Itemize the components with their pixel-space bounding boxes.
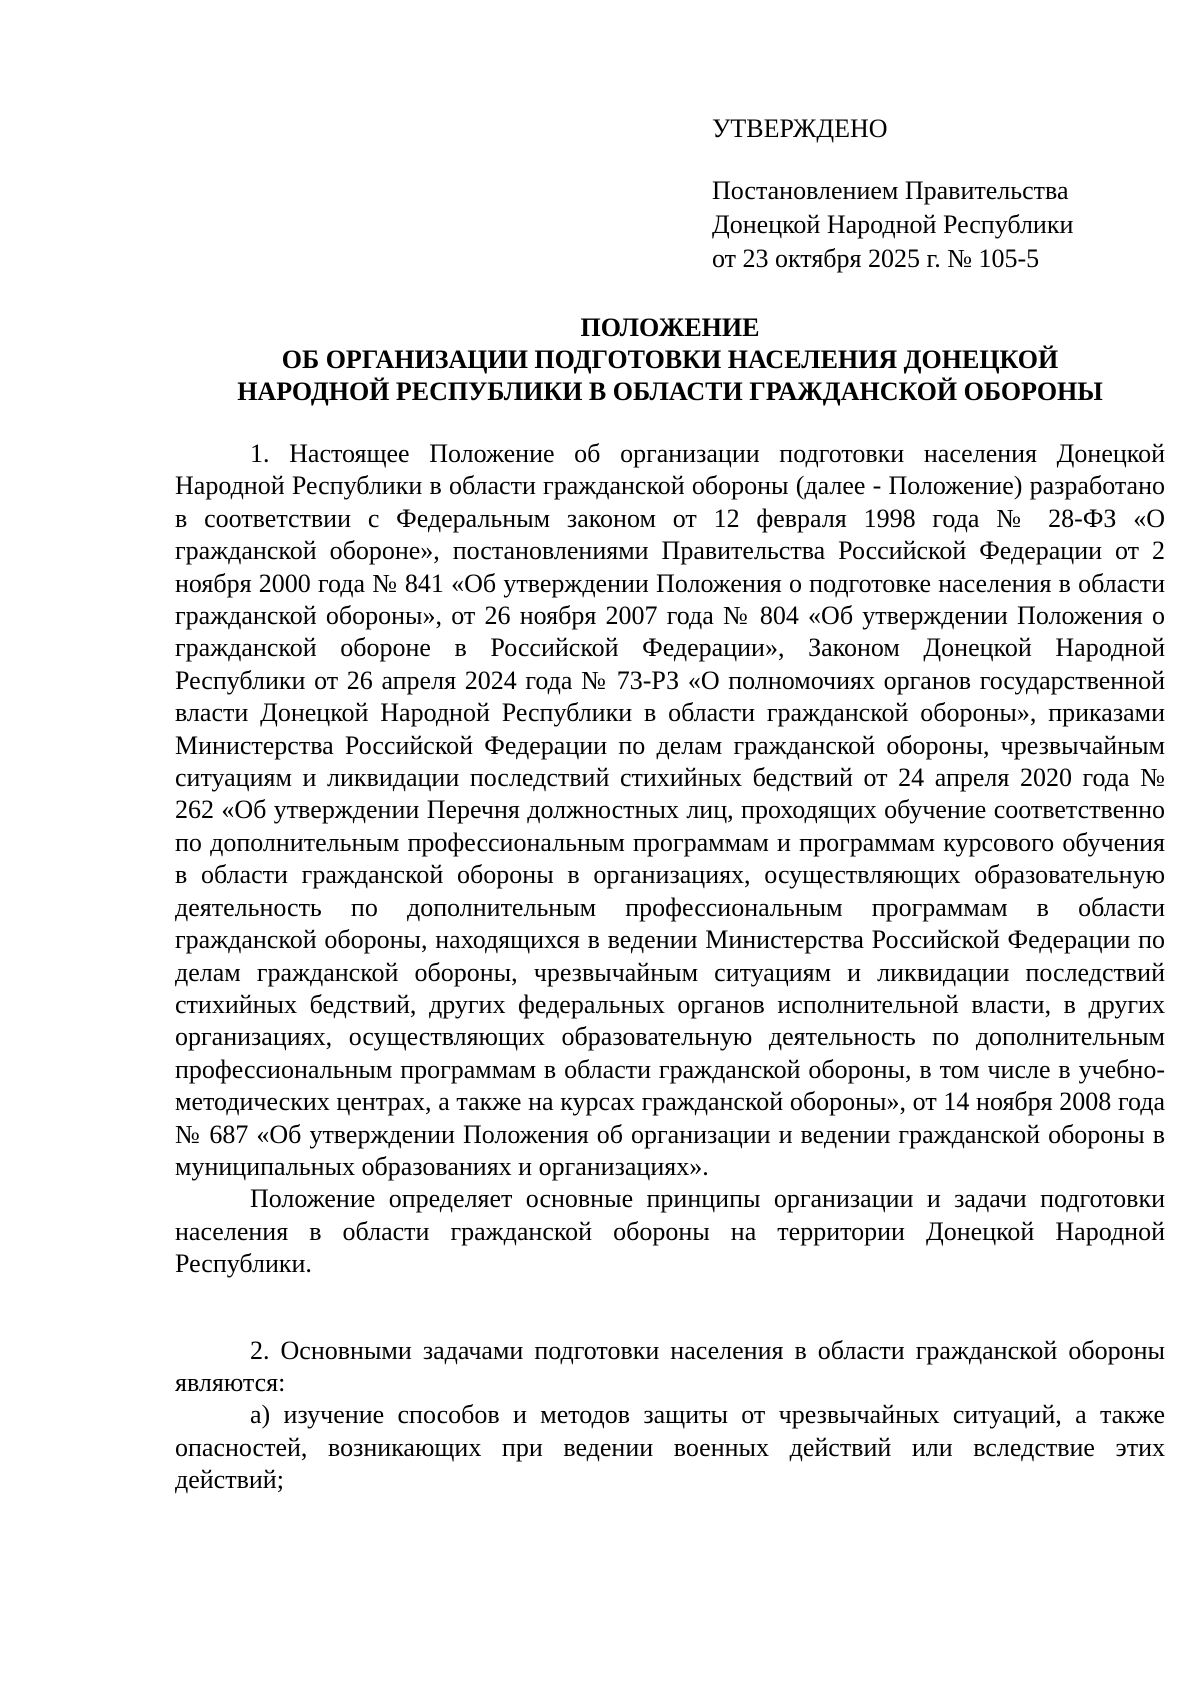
approval-block	[712, 112, 1152, 276]
title-line: ПОЛОЖЕНИЕ	[580, 313, 760, 342]
document-body	[175, 438, 1165, 1497]
paragraph-2: 2. Основными задачами подготовки населения в области гражданской обороны являются:	[175, 1335, 1165, 1397]
document-title	[175, 312, 1165, 408]
approval-line: от 23 октября 2025 г. № 105-5	[712, 244, 1040, 273]
paragraph-2a: а) изучение способов и методов защиты от чрезвычайных ситуаций, а также опасностей, возникающих при ведении военных действий или вследствие этих действий;	[175, 1400, 1165, 1495]
paragraph-1-continued: Положение определяет основные принципы организации и задачи подготовки населения в области гражданской обороны на территории Донецкой Народной Республики.	[175, 1184, 1165, 1279]
approval-line: Постановлением Правительства	[712, 176, 1069, 205]
title-line: ОБ ОРГАНИЗАЦИИ ПОДГОТОВКИ НАСЕЛЕНИЯ ДОНЕЦКОЙ	[281, 345, 1059, 374]
approval-line: Донецкой Народной Республики	[712, 210, 1074, 239]
title-line: НАРОДНОЙ РЕСПУБЛИКИ В ОБЛАСТИ ГРАЖДАНСКОЙ ОБОРОНЫ	[237, 377, 1103, 406]
approval-stamp: УТВЕРЖДЕНО	[712, 114, 888, 143]
paragraph-1: 1. Настоящее Положение об организации подготовки населения Донецкой Народной Республики в области гражданской обороны (далее - Положение) разработано в соответствии с Федеральным законом от 12 февраля 1998 года № 28-ФЗ «О гражданской обороне», постановлениями Правительства Российской Федерации от 2 ноября 2000 года № 841 «Об утверждении Положения о подготовке населения в области гражданской обороны», от 26 ноября 2007 года № 804 «Об утверждении Положения о гражданской обороне в Российской Федерации», Законом Донецкой Народной Республики от 26 апреля 2024 года № 73-РЗ «О полномочиях органов государственной власти Донецкой Народной Республики в области гражданской обороны», приказами Министерства Российской Федерации по делам гражданской обороны, чрезвычайным ситуациям и ликвидации последствий стихийных бедствий от 24 апреля 2020 года № 262 «Об утверждении Перечня должностных лиц, проходящих обучение соответственно по дополнительным профессиональным программам и программам курсового обучения в области гражданской обороны в организациях, осуществляющих образовательную деятельность по дополнительным профессиональным программам в области гражданской обороны, находящихся в ведении Министерства Российской Федерации по делам гражданской обороны, чрезвычайным ситуациям и ликвидации последствий стихийных бедствий, других федеральных органов исполнительной власти, в других организациях, осуществляющих образовательную деятельность по дополнительным профессиональным программам в области гражданской обороны, в том числе в учебно-методических центрах, а также на курсах гражданской обороны», от 14 ноября 2008 года № 687 «Об утверждении Положения об организации и ведении гражданской обороны в муниципальных образованиях и организациях».	[175, 439, 1165, 1181]
